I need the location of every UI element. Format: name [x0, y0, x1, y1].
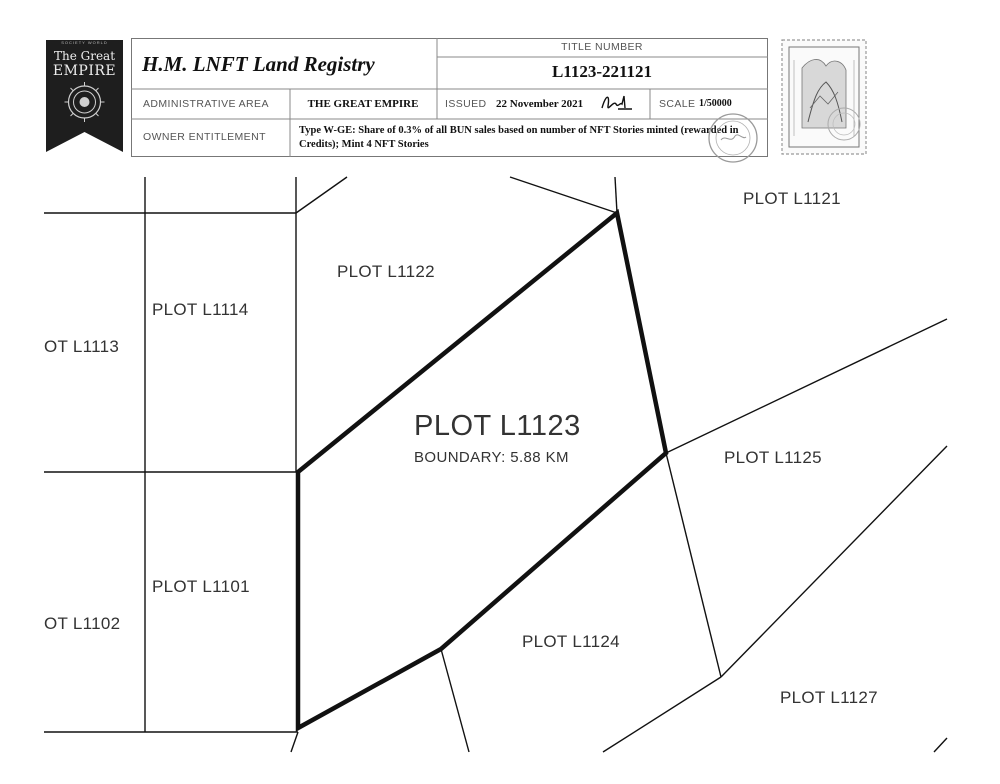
map-line — [510, 177, 617, 213]
map-line — [441, 649, 469, 752]
map-line — [615, 177, 617, 213]
issued-label: ISSUED — [445, 98, 487, 110]
registry-title: H.M. LNFT Land Registry — [142, 52, 375, 76]
map-line — [666, 319, 947, 453]
owner-entitlement-value: Type W-GE: Share of 0.3% of all BUN sales based on number of NFT Stories minted (rewarded in Credits); Mint 4 NFT Stories — [299, 125, 739, 150]
plot-label-l1101: PLOT L1101 — [152, 577, 250, 596]
signature-icon — [598, 92, 634, 114]
map-line — [666, 453, 721, 677]
plot-label-l1114: PLOT L1114 — [152, 300, 249, 319]
map-line — [934, 738, 947, 752]
plot-label-l1122: PLOT L1122 — [337, 262, 435, 281]
main-plot-label: PLOT L1123 — [414, 410, 581, 442]
map-line — [296, 177, 347, 213]
map-line — [721, 446, 947, 677]
admin-area-value: THE GREAT EMPIRE — [307, 98, 419, 110]
boundary-length-label: BOUNDARY: 5.88 KM — [414, 449, 569, 466]
plot-label-l1127: PLOT L1127 — [780, 688, 878, 707]
plot-label-l1125: PLOT L1125 — [724, 448, 822, 467]
logo-line-1: The Great — [53, 49, 116, 63]
plot-label-l1121: PLOT L1121 — [743, 189, 841, 208]
issued-date: 22 November 2021 — [496, 98, 584, 110]
admin-area-label: ADMINISTRATIVE AREA — [143, 98, 269, 110]
title-number: L1123-221121 — [551, 62, 653, 81]
great-empire-logo — [46, 40, 123, 152]
scale-value: 1/50000 — [699, 98, 732, 109]
title-number-label: TITLE NUMBER — [561, 41, 643, 53]
map-line — [291, 732, 298, 752]
plot-label-l1113: OT L1113 — [44, 337, 120, 356]
owner-entitlement-label: OWNER ENTITLEMENT — [143, 131, 266, 143]
logo-line-2: EMPIRE — [52, 63, 117, 79]
round-seal-icon — [705, 110, 761, 166]
map-line — [603, 677, 721, 752]
logo-small-text: SOCIETY WORLD — [61, 40, 108, 45]
plot-label-l1102: OT L1102 — [44, 614, 121, 633]
plot-label-l1124: PLOT L1124 — [522, 632, 620, 651]
scale-label: SCALE — [659, 98, 696, 110]
postage-stamp-icon — [780, 38, 868, 156]
